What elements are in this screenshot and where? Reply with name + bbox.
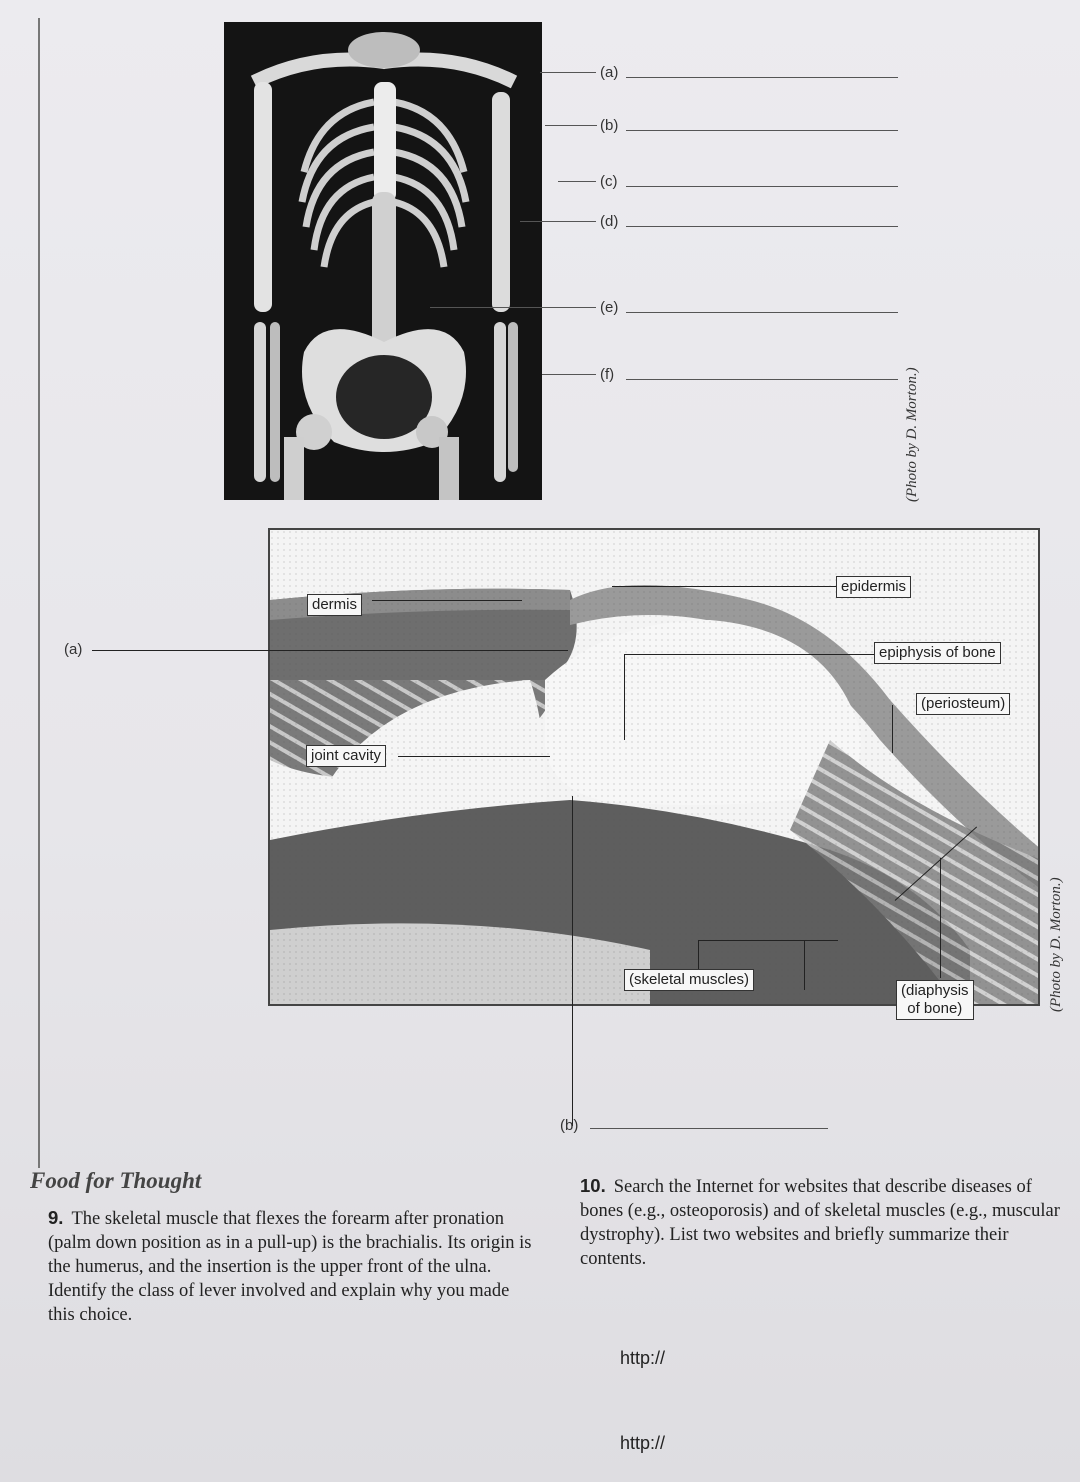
joint-histology-illustration — [270, 530, 1040, 1006]
website-answer-1[interactable]: http:// — [620, 1348, 666, 1368]
label-epidermis: epidermis — [836, 576, 911, 598]
answer-line-b[interactable] — [626, 130, 898, 131]
question-9 — [48, 1206, 538, 1327]
website-answer-2[interactable]: http:// — [620, 1433, 666, 1453]
answer-line-f[interactable] — [626, 379, 898, 380]
outer-label-b: (b) — [560, 1117, 579, 1134]
label-periosteum: (periosteum) — [916, 693, 1010, 715]
leader-outer-b — [572, 796, 573, 1126]
label-epiphysis: epiphysis of bone — [874, 642, 1001, 664]
leader-epidermis — [612, 586, 838, 587]
label-a: (a) — [600, 64, 619, 81]
label-joint-cavity: joint cavity — [306, 745, 386, 767]
label-skeletal-muscles: (skeletal muscles) — [624, 969, 754, 991]
leader-a — [540, 72, 596, 73]
label-c: (c) — [600, 173, 618, 190]
label-d: (d) — [600, 213, 619, 230]
label-f: (f) — [600, 366, 615, 383]
leader-outer-a — [92, 650, 568, 651]
leader-c — [558, 181, 596, 182]
skeleton-illustration — [224, 22, 542, 500]
leader-b — [545, 125, 597, 126]
leader-muscle-h — [698, 940, 838, 941]
leader-f — [542, 374, 596, 375]
answer-line-e[interactable] — [626, 312, 898, 313]
answer-line-a[interactable] — [626, 77, 898, 78]
label-e: (e) — [600, 299, 619, 316]
label-b: (b) — [600, 117, 619, 134]
answer-line-outer-b[interactable] — [590, 1128, 828, 1129]
skeleton-photo — [224, 22, 542, 500]
label-dermis: dermis — [307, 594, 362, 616]
question-10-text: Search the Internet for websites that describe diseases of bones (e.g., osteoporosis) and of skeletal muscles (e.g., muscular dystrophy). List two websites and briefly summarize their contents. — [580, 1177, 1060, 1269]
leader-e — [430, 307, 596, 308]
leader-dermis — [372, 600, 522, 601]
leader-d — [520, 221, 596, 222]
answer-line-c[interactable] — [626, 186, 898, 187]
leader-muscle-v2 — [804, 940, 805, 990]
section-title: Food for Thought — [30, 1168, 202, 1193]
label-diaphysis-line2: of bone) — [907, 1000, 963, 1017]
question-9-text: The skeletal muscle that flexes the forearm after pronation (palm down position as in a pull-up) is the brachialis. Its origin is the humerus, and the insertion is the upper front of the ulna. Identify the class of lever involved and explain why you made this choice. — [48, 1209, 532, 1325]
leader-diaphysis-v — [940, 858, 941, 978]
leader-epiphysis-h — [624, 654, 876, 655]
leader-periosteum — [892, 705, 893, 753]
photo-credit-2: (Photo by D. Morton.) — [1048, 877, 1064, 1012]
margin-rule — [38, 18, 40, 1168]
label-diaphysis-line1: (diaphysis — [901, 982, 969, 999]
question-10-number: 10. — [580, 1175, 606, 1196]
leader-joint-cavity — [398, 756, 550, 757]
question-10 — [580, 1174, 1070, 1271]
outer-label-a: (a) — [64, 641, 83, 658]
photo-credit-1: (Photo by D. Morton.) — [904, 367, 920, 502]
answer-line-d[interactable] — [626, 226, 898, 227]
leader-epiphysis-v — [624, 654, 625, 740]
question-9-number: 9. — [48, 1207, 64, 1228]
label-diaphysis — [896, 980, 974, 1020]
